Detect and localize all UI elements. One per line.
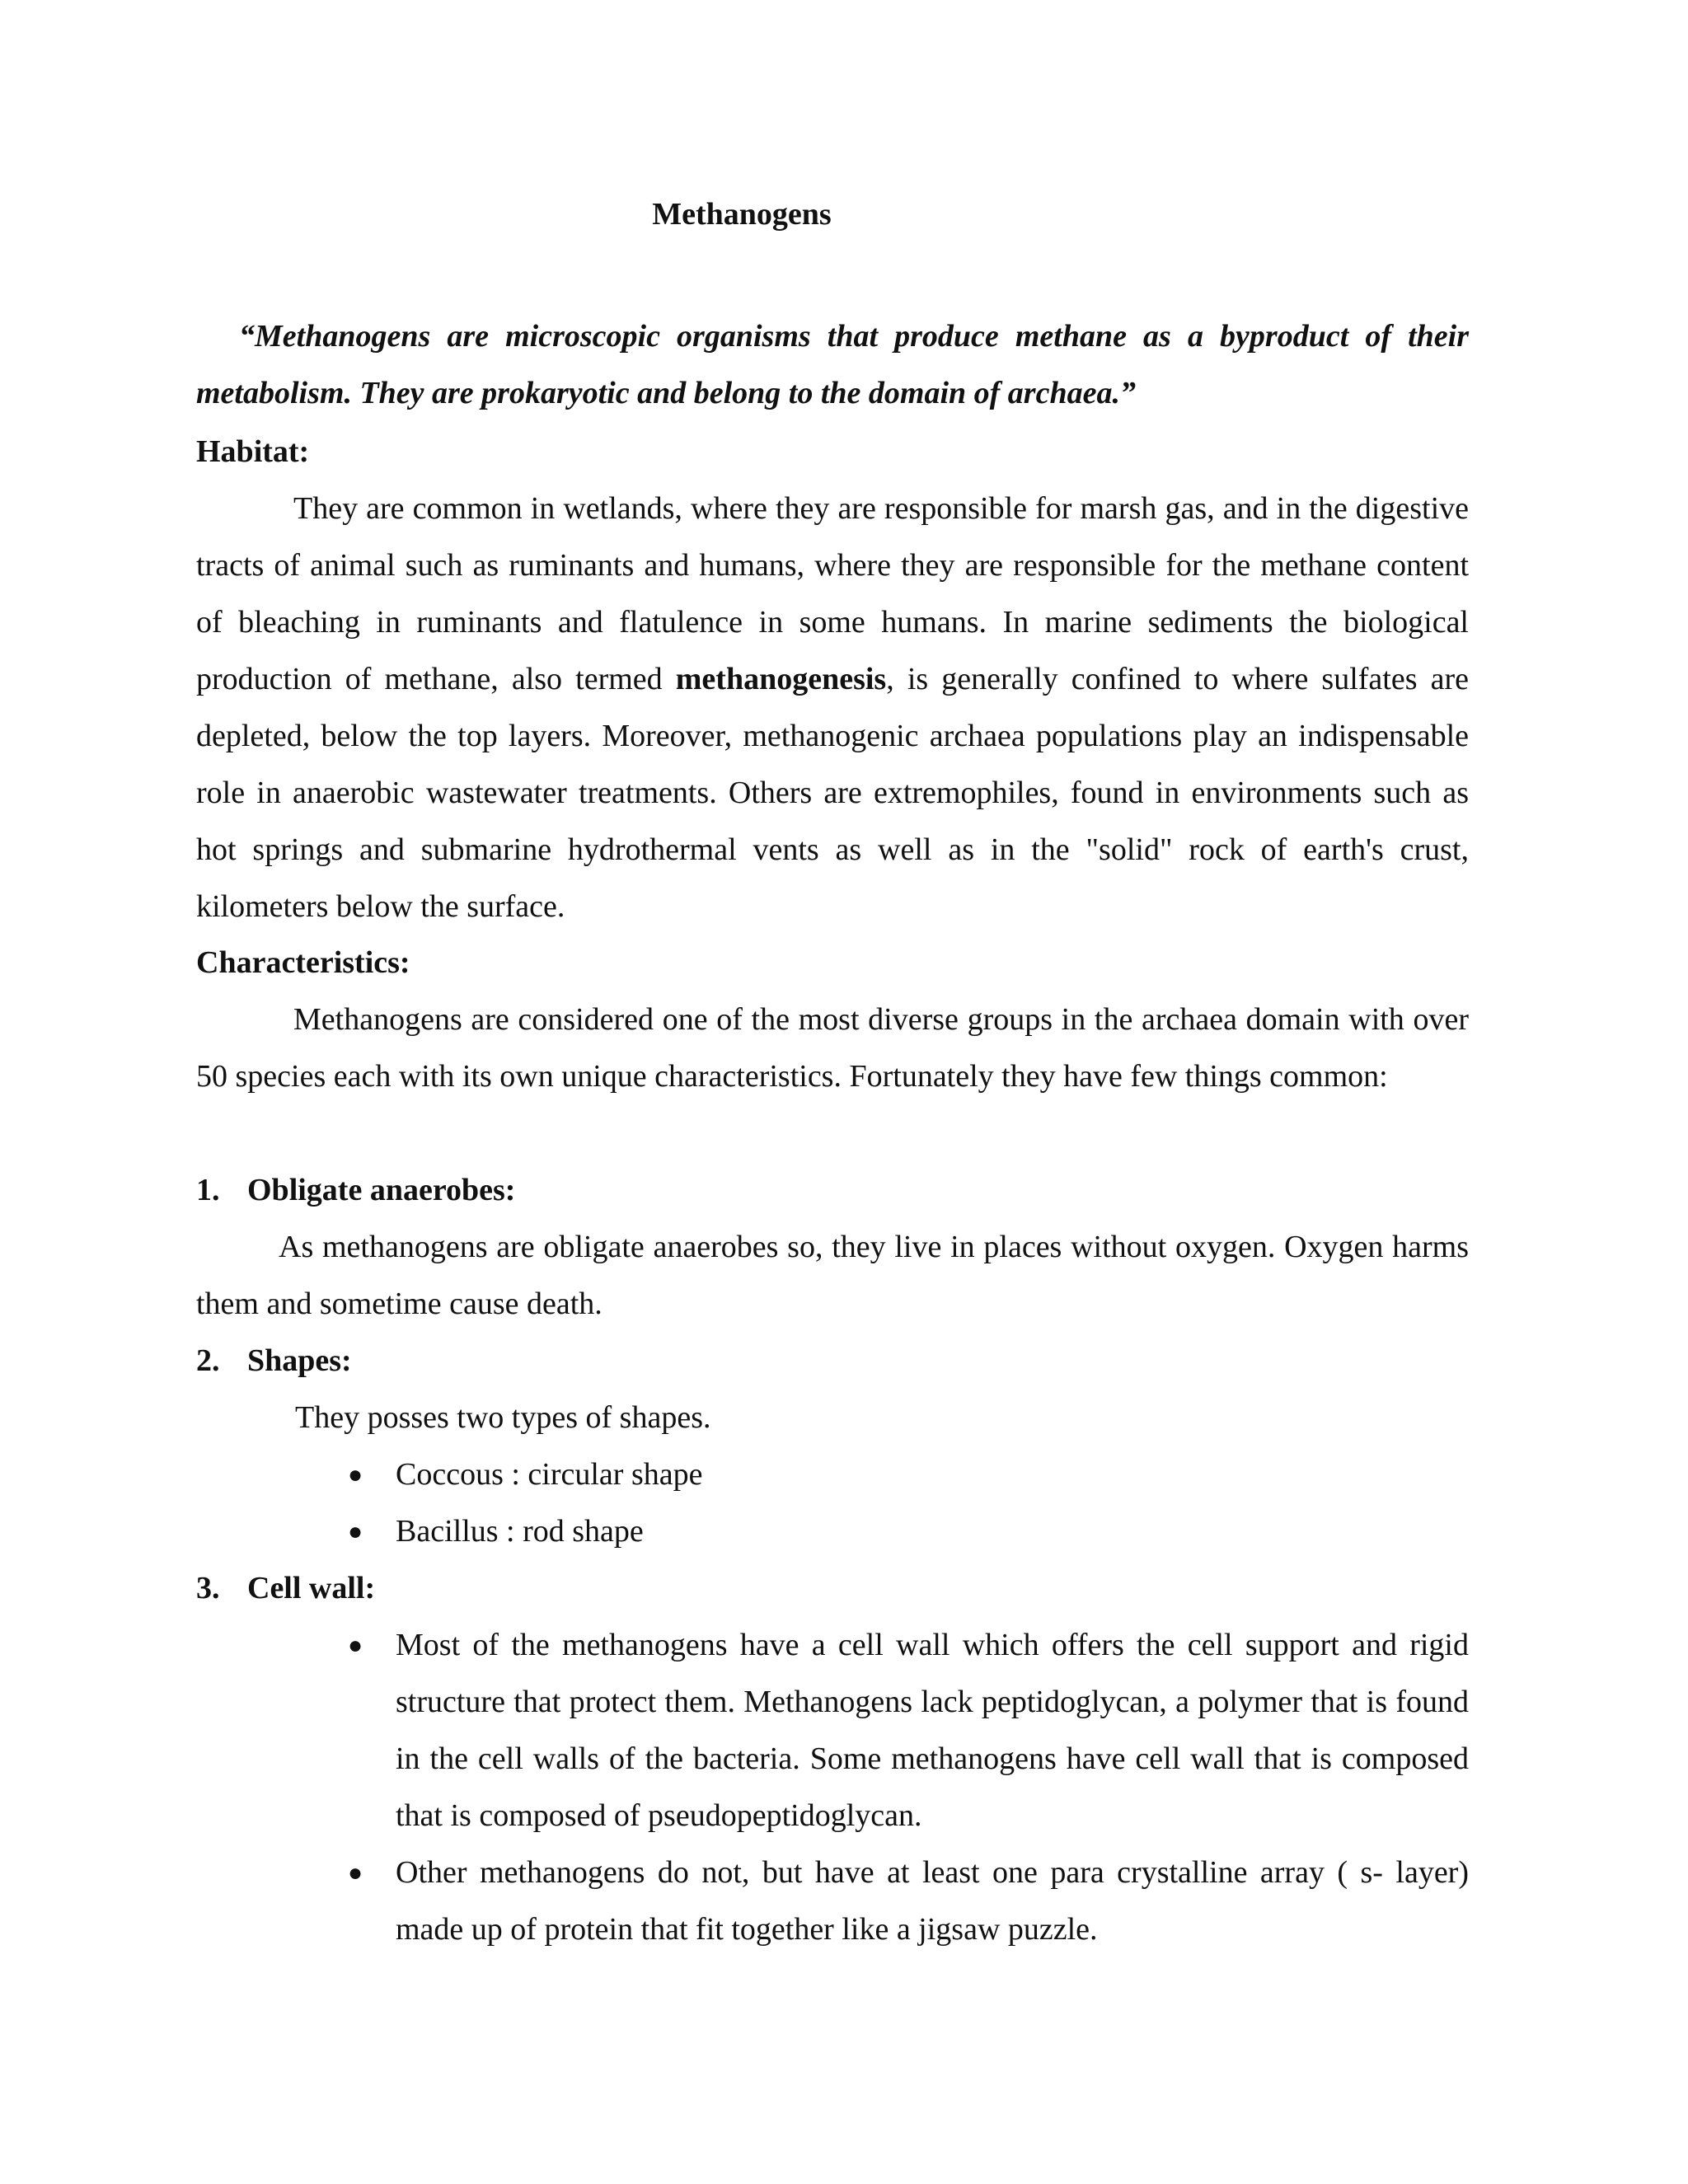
bullet-icon: ● [348, 1632, 363, 1659]
section-heading-cell-wall [196, 1560, 375, 1617]
section-title: Shapes: [247, 1343, 352, 1378]
methanogenesis-term: methanogenesis [675, 662, 887, 696]
bullet-icon: ● [348, 1461, 363, 1488]
list-item-text: Bacillus : rod shape [396, 1514, 644, 1549]
list-item [345, 1503, 1469, 1560]
section-heading-obligate-anaerobes [196, 1162, 515, 1219]
habitat-paragraph [196, 480, 1469, 935]
list-item [345, 1844, 1469, 1958]
habitat-heading: Habitat: [196, 434, 310, 469]
bullet-icon: ● [348, 1518, 363, 1545]
shapes-paragraph: They posses two types of shapes. [295, 1400, 711, 1435]
list-item-text: Coccous : circular shape [396, 1457, 703, 1492]
characteristics-heading: Characteristics: [196, 945, 410, 980]
obligate-anaerobes-paragraph: As methanogens are obligate anaerobes so, they live in places without oxygen. Oxygen harms them and sometime cause death. [196, 1230, 1469, 1321]
section-title: Cell wall: [247, 1571, 376, 1605]
section-heading-shapes [196, 1333, 352, 1390]
habitat-text-part2: , is generally confined to where sulfates are depleted, below the top layers. Moreover, methanogenic archaea populations play an indispensable role in anaerobic wastewater treatments. Others are extremophiles, found in environments such as hot springs and submarine hydrothermal vents as well as in the "solid" rock of earth's crust, kilometers below the surface. [196, 662, 1469, 924]
section-number: 1. [196, 1173, 220, 1207]
habitat-text-part1: They are common in wetlands, where they are responsible for marsh gas, and in the digestive tracts of animal such as ruminants and humans, where they are responsible for the methane content of bleaching in ruminants and flatulence in some humans. In marine sediments the biological production of methane, also termed [196, 491, 1469, 696]
section-number: 3. [196, 1571, 220, 1605]
list-item-text: Other methanogens do not, but have at least one para crystalline array ( s- layer) made up of protein that fit together like a jigsaw puzzle. [396, 1855, 1469, 1947]
list-item [345, 1446, 1469, 1503]
page-title: Methanogens [652, 197, 832, 232]
section-title: Obligate anaerobes: [247, 1173, 516, 1207]
intro-definition: “Methanogens are microscopic organisms that produce methane as a byproduct of their metabolism. They are prokaryotic and belong to the domain of archaea.” [196, 319, 1469, 410]
cell-wall-bullet-list [345, 1617, 1469, 1958]
list-item-text: Most of the methanogens have a cell wall which offers the cell support and rigid structure that protect them. Methanogens lack peptidoglycan, a polymer that is found in the cell walls of the bacteria. Some methanogens have cell wall that is composed that is composed of pseudopeptidoglycan. [396, 1628, 1469, 1833]
shapes-bullet-list [345, 1446, 1469, 1560]
list-item [345, 1617, 1469, 1844]
bullet-icon: ● [348, 1859, 363, 1886]
section-number: 2. [196, 1343, 220, 1378]
characteristics-paragraph: Methanogens are considered one of the most diverse groups in the archaea domain with over 50 species each with its own unique characteristics. Fortunately they have few things common: [196, 1002, 1469, 1094]
